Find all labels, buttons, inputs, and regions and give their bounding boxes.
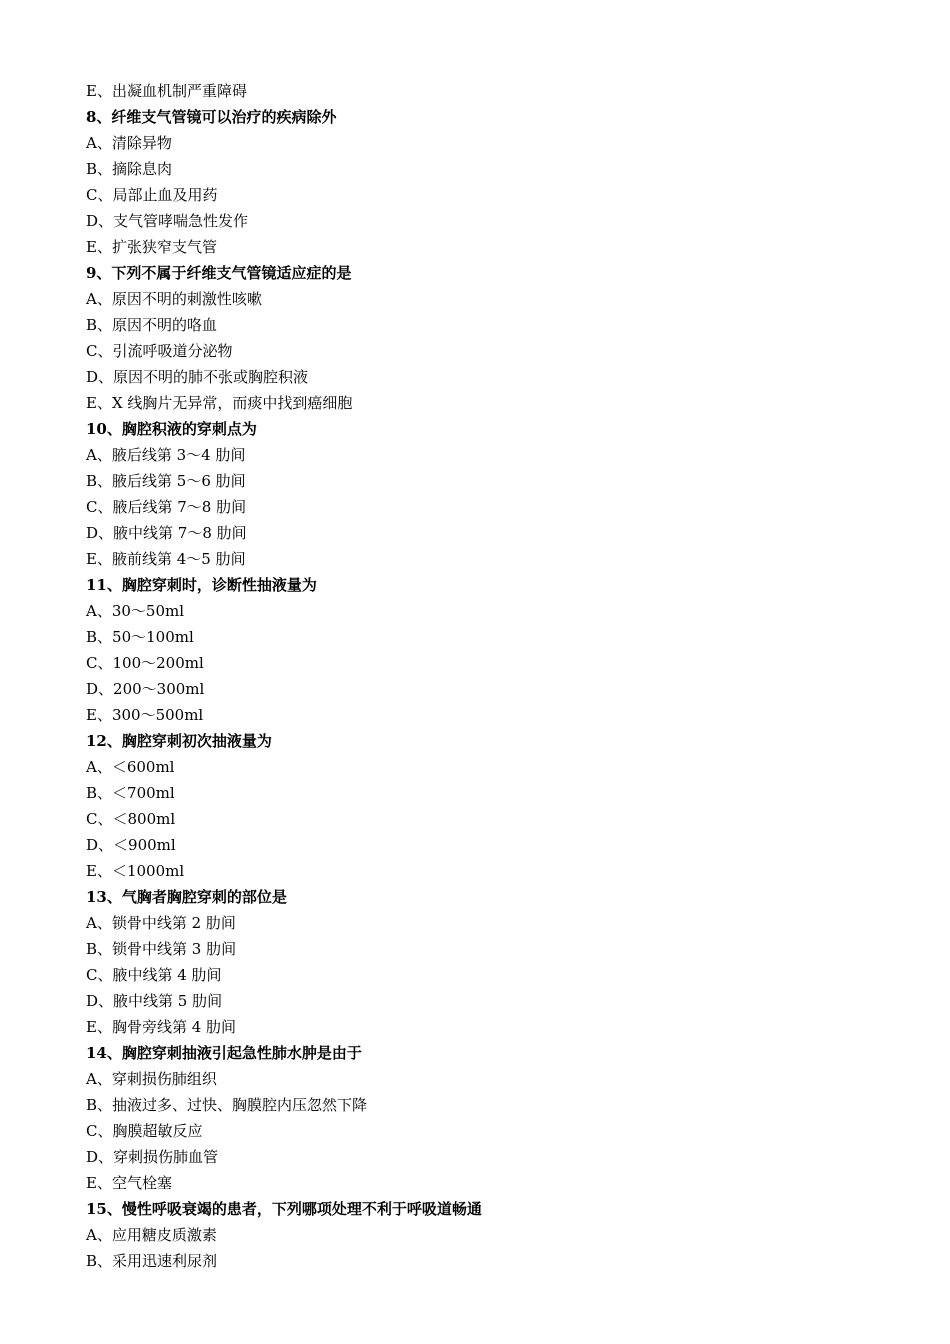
answer-option: A、锁骨中线第 2 肋间 xyxy=(86,914,236,932)
question-stem: 8、纤维支气管镜可以治疗的疾病除外 xyxy=(86,108,337,126)
answer-option: E、出凝血机制严重障碍 xyxy=(86,82,247,100)
question-stem: 11、胸腔穿刺时，诊断性抽液量为 xyxy=(86,576,317,594)
question-stem: 12、胸腔穿刺初次抽液量为 xyxy=(86,732,272,750)
answer-option: B、抽液过多、过快、胸膜腔内压忽然下降 xyxy=(86,1096,368,1114)
answer-option: E、X 线胸片无异常，而痰中找到癌细胞 xyxy=(86,394,353,412)
answer-option: B、采用迅速利尿剂 xyxy=(86,1252,218,1270)
question-stem: 9、下列不属于纤维支气管镜适应症的是 xyxy=(86,264,352,282)
answer-option: D、200～300ml xyxy=(86,680,205,698)
answer-option: C、100～200ml xyxy=(86,654,204,672)
answer-option: B、摘除息肉 xyxy=(86,160,173,178)
answer-option: D、原因不明的肺不张或胸腔积液 xyxy=(86,368,309,386)
answer-option: E、空气栓塞 xyxy=(86,1174,172,1192)
answer-option: B、＜700ml xyxy=(86,784,175,802)
answer-option: C、局部止血及用药 xyxy=(86,186,218,204)
question-stem: 15、慢性呼吸衰竭的患者，下列哪项处理不利于呼吸道畅通 xyxy=(86,1200,482,1218)
answer-option: A、原因不明的刺激性咳嗽 xyxy=(86,290,262,308)
answer-option: A、30～50ml xyxy=(86,602,185,620)
answer-option: C、＜800ml xyxy=(86,810,176,828)
question-stem: 10、胸腔积液的穿刺点为 xyxy=(86,420,257,438)
answer-option: E、腋前线第 4～5 肋间 xyxy=(86,550,246,568)
answer-option: C、腋中线第 4 肋间 xyxy=(86,966,222,984)
answer-option: A、腋后线第 3～4 肋间 xyxy=(86,446,246,464)
document-page xyxy=(86,78,906,1274)
answer-option: A、清除异物 xyxy=(86,134,172,152)
answer-option: D、＜900ml xyxy=(86,836,176,854)
answer-option: B、腋后线第 5～6 肋间 xyxy=(86,472,246,490)
answer-option: B、原因不明的咯血 xyxy=(86,316,218,334)
answer-option: A、＜600ml xyxy=(86,758,175,776)
answer-option: C、胸膜超敏反应 xyxy=(86,1122,203,1140)
answer-option: D、腋中线第 7～8 肋间 xyxy=(86,524,247,542)
answer-option: D、支气管哮喘急性发作 xyxy=(86,212,249,230)
answer-option: B、锁骨中线第 3 肋间 xyxy=(86,940,237,958)
answer-option: E、300～500ml xyxy=(86,706,204,724)
answer-option: E、胸骨旁线第 4 肋间 xyxy=(86,1018,237,1036)
answer-option: C、引流呼吸道分泌物 xyxy=(86,342,233,360)
answer-option: A、穿刺损伤肺组织 xyxy=(86,1070,217,1088)
answer-option: C、腋后线第 7～8 肋间 xyxy=(86,498,247,516)
answer-option: A、应用糖皮质激素 xyxy=(86,1226,217,1244)
answer-option: D、腋中线第 5 肋间 xyxy=(86,992,223,1010)
question-stem: 13、气胸者胸腔穿刺的部位是 xyxy=(86,888,287,906)
answer-option: D、穿刺损伤肺血管 xyxy=(86,1148,219,1166)
answer-option: E、＜1000ml xyxy=(86,862,185,880)
answer-option: E、扩张狭窄支气管 xyxy=(86,238,217,256)
answer-option: B、50～100ml xyxy=(86,628,194,646)
question-stem: 14、胸腔穿刺抽液引起急性肺水肿是由于 xyxy=(86,1044,362,1062)
